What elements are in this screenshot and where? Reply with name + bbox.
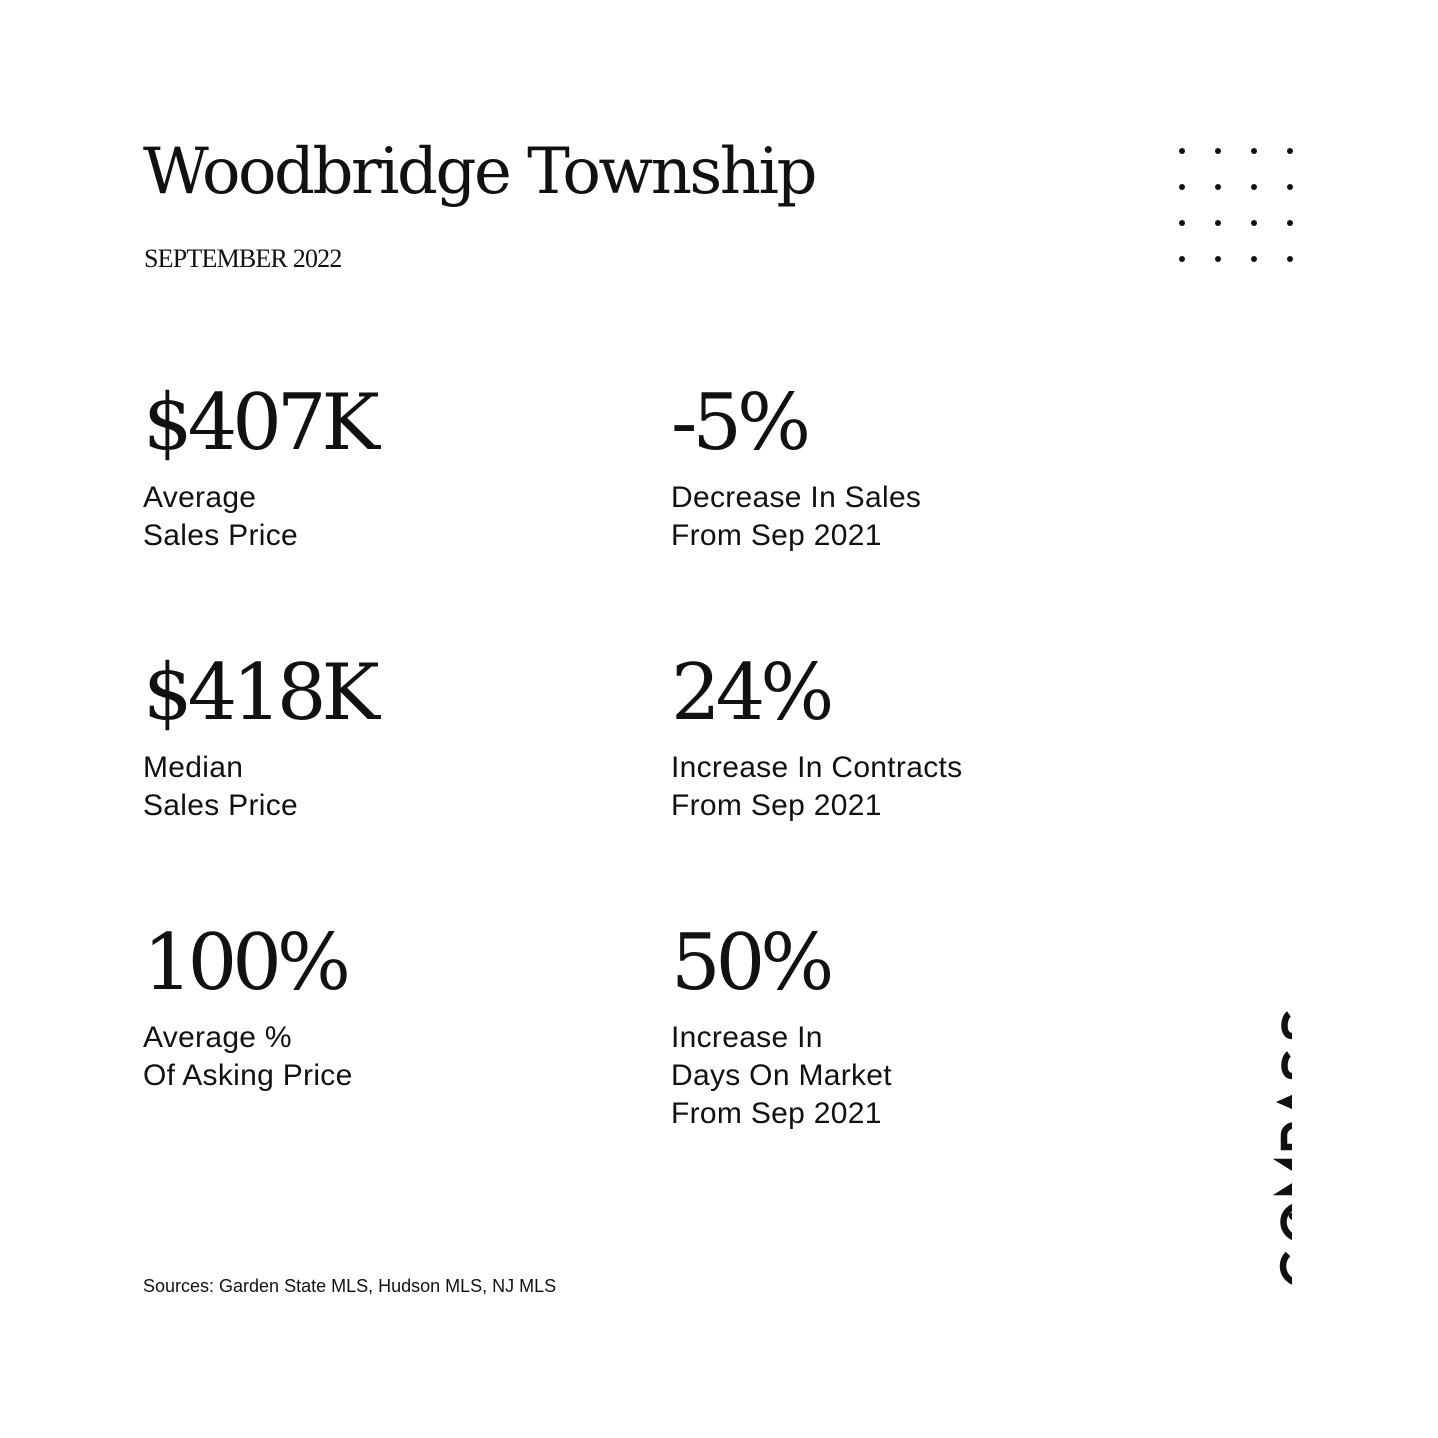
page-title: Woodbridge Township — [143, 135, 815, 209]
stat-median-sales-price — [143, 648, 583, 825]
dot-grid-decoration — [1176, 144, 1296, 264]
stat-value: -5% — [671, 378, 807, 468]
stat-average-percent-of-asking — [143, 918, 583, 1095]
stat-value: 24% — [671, 648, 830, 738]
stat-label — [671, 749, 1111, 825]
stat-label — [671, 479, 1111, 555]
stat-label-line: Sales Price — [143, 789, 299, 822]
stat-increase-in-days-on-market — [671, 918, 1111, 1133]
stat-label-line: Sales Price — [143, 519, 299, 552]
sources-note: Sources: Garden State MLS, Hudson MLS, NJ MLS — [143, 1276, 557, 1296]
stat-label — [143, 479, 583, 555]
stat-decrease-in-sales — [671, 378, 1111, 555]
report-date: SEPTEMBER 2022 — [144, 244, 342, 273]
stat-label-line: Average % — [143, 1021, 292, 1054]
compass-logo — [1236, 952, 1292, 1296]
stat-value: 100% — [143, 918, 346, 1008]
stat-increase-in-contracts — [671, 648, 1111, 825]
stat-value: 50% — [671, 918, 830, 1008]
stat-label — [143, 1019, 583, 1095]
stat-value: $418K — [143, 648, 375, 738]
stat-label-line: Median — [143, 751, 244, 784]
stat-label-line: From Sep 2021 — [671, 1097, 882, 1130]
stat-label-line: Decrease In Sales — [671, 481, 922, 514]
stat-label-line: From Sep 2021 — [671, 789, 882, 822]
stat-label-line: Days On Market — [671, 1059, 892, 1092]
stat-label-line: Increase In Contracts — [671, 751, 963, 784]
stat-label — [143, 749, 583, 825]
stat-label-line: Increase In — [671, 1021, 823, 1054]
stat-label-line: From Sep 2021 — [671, 519, 882, 552]
stat-label-line: Average — [143, 481, 257, 514]
stat-average-sales-price — [143, 378, 583, 555]
stat-label-line: Of Asking Price — [143, 1059, 353, 1092]
stat-value: $407K — [143, 378, 375, 468]
stat-label — [671, 1019, 1111, 1133]
